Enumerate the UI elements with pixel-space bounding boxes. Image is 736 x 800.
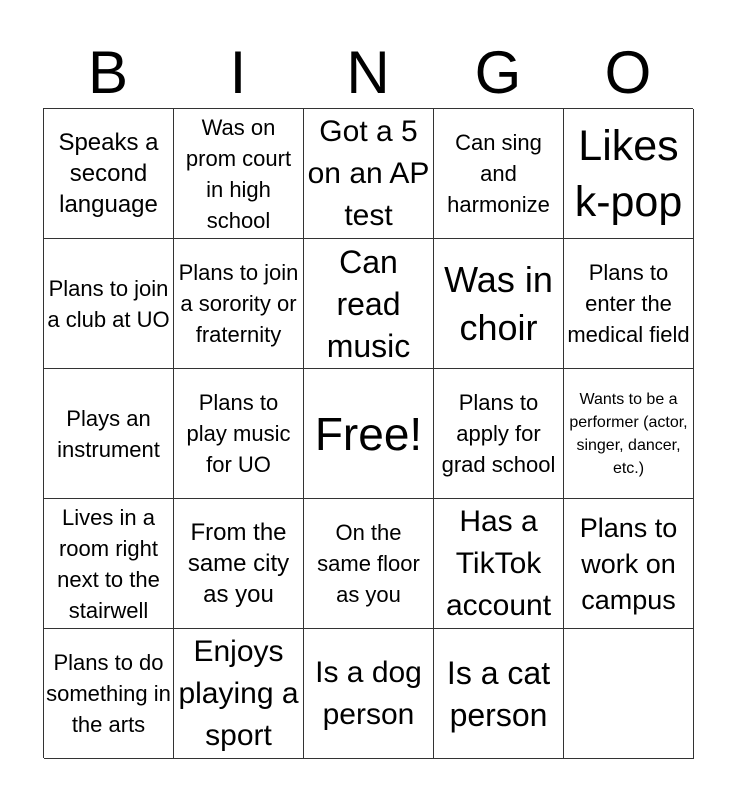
cell-text: Plans to play music for UO	[186, 390, 291, 477]
bingo-cell-g3[interactable]	[434, 369, 564, 499]
cell-text: Lives in a room right next to the stairwell	[57, 504, 160, 623]
free-space-text: Free!	[314, 407, 423, 460]
bingo-board	[43, 108, 693, 758]
cell-text: Speaks a second language	[58, 129, 159, 218]
bingo-cell-n2[interactable]	[304, 239, 434, 369]
cell-text: Plans to join a club at UO	[47, 275, 170, 332]
bingo-cell-o3[interactable]	[564, 369, 694, 499]
bingo-cell-o2[interactable]	[564, 239, 694, 369]
cell-text: Wants to be a performer (actor, singer, dancer, etc.)	[569, 390, 688, 477]
cell-text: Plans to work on campus	[579, 512, 678, 615]
bingo-cell-b2[interactable]	[44, 239, 174, 369]
cell-text: Is a dog person	[315, 655, 422, 731]
bingo-cell-n1[interactable]	[304, 109, 434, 239]
bingo-cell-n5[interactable]	[304, 629, 434, 759]
bingo-cell-b3[interactable]	[44, 369, 174, 499]
bingo-cell-i2[interactable]	[174, 239, 304, 369]
bingo-cell-o5-empty[interactable]	[564, 629, 694, 759]
cell-text: Plans to do something in the arts	[46, 650, 171, 737]
cell-text: Got a 5 on an AP test	[307, 114, 430, 232]
cell-text: Plays an instrument	[57, 405, 160, 462]
header-letter-n: N	[346, 39, 390, 106]
cell-text: Was in choir	[444, 258, 553, 348]
bingo-cell-i1[interactable]	[174, 109, 304, 239]
cell-text: From the same city as you	[187, 519, 290, 608]
bingo-cell-n3-free-space[interactable]	[304, 369, 434, 499]
bingo-cell-i3[interactable]	[174, 369, 304, 499]
header-letter-o: O	[604, 39, 652, 106]
cell-text: Can sing and harmonize	[447, 130, 550, 217]
bingo-cell-o1[interactable]	[564, 109, 694, 239]
bingo-cell-g2[interactable]	[434, 239, 564, 369]
bingo-cell-b1[interactable]	[44, 109, 174, 239]
bingo-cell-i5[interactable]	[174, 629, 304, 759]
bingo-cell-n4[interactable]	[304, 499, 434, 629]
header-letter-b: B	[87, 39, 129, 106]
cell-text: Plans to apply for grad school	[441, 390, 556, 477]
cell-text: On the same floor as you	[317, 520, 420, 607]
cell-text: Is a cat person	[446, 654, 551, 733]
bingo-cell-b5[interactable]	[44, 629, 174, 759]
cell-text: Plans to enter the medical field	[567, 260, 690, 347]
cell-text: Plans to join a sorority or fraternity	[178, 260, 299, 347]
bingo-cell-g4[interactable]	[434, 499, 564, 629]
cell-text: Has a TikTok account	[445, 504, 552, 622]
header-letter-g: G	[474, 39, 522, 106]
bingo-cell-o4[interactable]	[564, 499, 694, 629]
bingo-cell-g5[interactable]	[434, 629, 564, 759]
cell-text: Enjoys playing a sport	[178, 634, 299, 752]
bingo-cell-g1[interactable]	[434, 109, 564, 239]
cell-text: Likes k-pop	[574, 121, 683, 226]
cell-text: Can read music	[326, 243, 411, 364]
bingo-header	[43, 40, 693, 106]
bingo-cell-i4[interactable]	[174, 499, 304, 629]
header-letter-i: I	[229, 39, 247, 106]
bingo-cell-b4[interactable]	[44, 499, 174, 629]
cell-text: Was on prom court in high school	[185, 114, 292, 233]
